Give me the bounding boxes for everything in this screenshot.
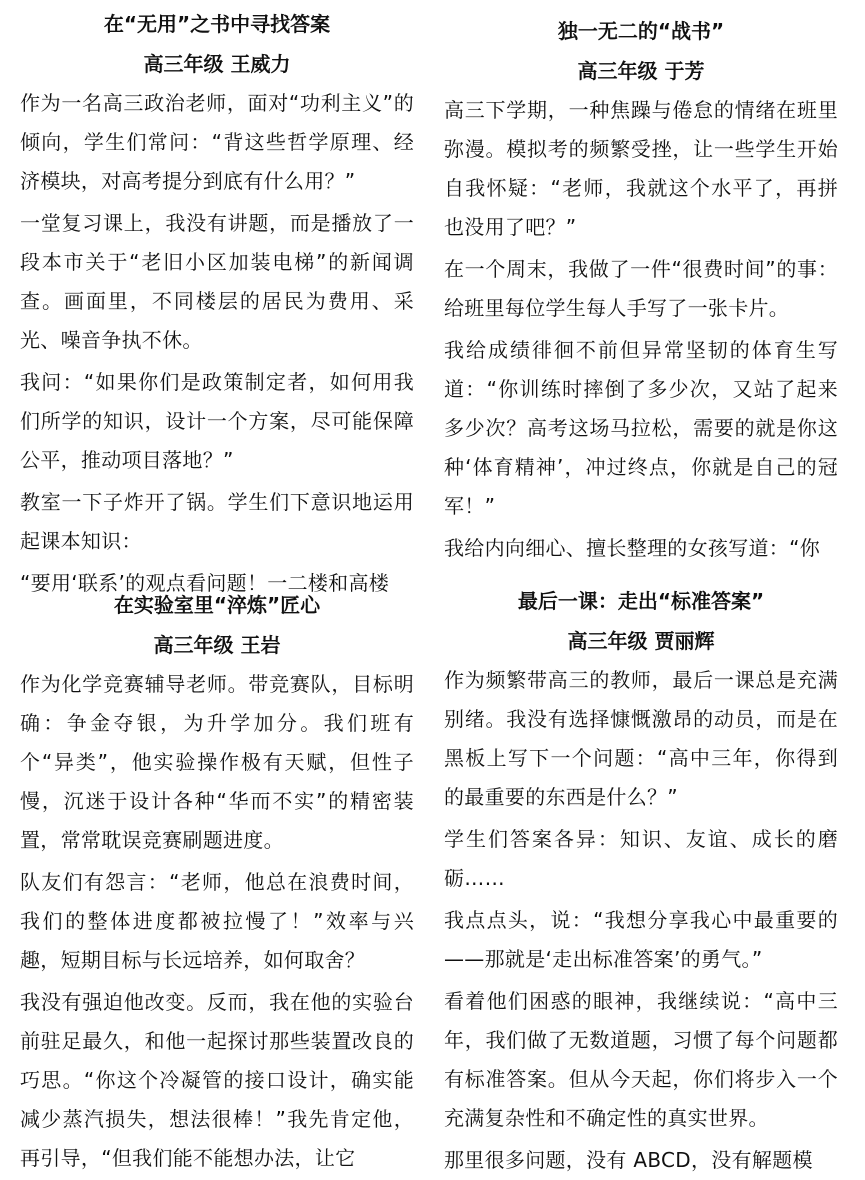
- article-paragraph: 作为化学竞赛辅导老师。带竞赛队，目标明确：争金夺银，为升学加分。我们班有个“异类”，他实验操作极有天赋，但性子慢，沉迷于设计各种“华而不实”的精密装置，常常耽误竞赛刷题进度。: [20, 672, 414, 852]
- article-paragraph: 看着他们困惑的眼神，我继续说：“高中三年，我们做了无数道题，习惯了每个问题都有标准答案。但从今天起，你们将步入一个充满复杂性和不确定性的真实世界。: [444, 989, 838, 1130]
- article-paragraph: 我给内向细心、擅长整理的女孩写道：“你: [444, 536, 821, 560]
- article-paragraph: 学生们答案各异：知识、友谊、成长的磨砺……: [444, 827, 838, 890]
- article-title: 独一无二的“战书”: [557, 19, 725, 43]
- article-paragraph: 高三下学期，一种焦躁与倦怠的情绪在班里弥漫。模拟考的频繁受挫，让一些学生开始自我怀疑：“老师，我就这个水平了，再拼也没用了吧？”: [444, 98, 838, 239]
- article-paragraph: 我给成绩徘徊不前但异常坚韧的体育生写道：“你训练时摔倒了多少次，又站了起来多少次？高考这场马拉松，需要的就是你这种‘体育精神’，冲过终点，你就是自己的冠军！”: [444, 338, 838, 518]
- article-paragraph: 在一个周末，我做了一件“很费时间”的事：给班里每位学生每人手写了一张卡片。: [444, 257, 838, 320]
- article-author: 高三年级 贾丽辉: [567, 629, 715, 653]
- article-paragraph: 作为一名高三政治老师，面对“功利主义”的倾向，学生们常问：“背这些哲学原理、经济模块，对高考提分到底有什么用？”: [20, 91, 414, 193]
- article-paragraph: 我没有强迫他改变。反而，我在他的实验台前驻足最久，和他一起探讨那些装置改良的巧思。“你这个冷凝管的接口设计，确实能减少蒸汽损失，想法很棒！”我先肯定他，再引导，“但我们能不能想办法，让它: [20, 990, 414, 1170]
- article-panel-4: [444, 583, 838, 1172]
- article-paragraph: 那里很多问题，没有 ABCD，没有解题模: [444, 1148, 813, 1172]
- article-paragraph: 作为频繁带高三的教师，最后一课总是充满别绪。我没有选择慷慨激昂的动员，而是在黑板上写下一个问题：“高中三年，你得到的最重要的东西是什么？”: [444, 668, 838, 809]
- article-panel-1: [20, 0, 414, 595]
- article-paragraph: 一堂复习课上，我没有讲题，而是播放了一段本市关于“老旧小区加装电梯”的新闻调查。画面里，不同楼层的居民为费用、采光、噪音争执不休。: [20, 211, 414, 352]
- article-author: 高三年级 王岩: [153, 633, 281, 657]
- article-author: 高三年级 于芳: [577, 59, 705, 83]
- article-title: 在“无用”之书中寻找答案: [103, 12, 331, 36]
- article-paragraph: 队友们有怨言：“老师，他总在浪费时间，我们的整体进度都被拉慢了！”效率与兴趣，短期目标与长远培养，如何取舍？: [20, 870, 414, 972]
- article-author: 高三年级 王威力: [143, 52, 291, 76]
- article-title: 最后一课：走出“标准答案”: [517, 589, 765, 613]
- article-paragraph: 教室一下子炸开了锅。学生们下意识地运用起课本知识：: [20, 490, 414, 553]
- article-paragraph: 我问：“如果你们是政策制定者，如何用我们所学的知识，设计一个方案，尽可能保障公平，推动项目落地？”: [20, 370, 414, 472]
- article-panel-2: [444, 0, 838, 575]
- article-paragraph: “要用‘联系’的观点看问题！一二楼和高楼: [20, 571, 390, 595]
- article-title: 在实验室里“淬炼”匠心: [113, 593, 321, 617]
- article-paragraph: 我点点头，说：“我想分享我心中最重要的——那就是‘走出标准答案’的勇气。”: [444, 908, 838, 971]
- article-panel-3: [20, 583, 414, 1170]
